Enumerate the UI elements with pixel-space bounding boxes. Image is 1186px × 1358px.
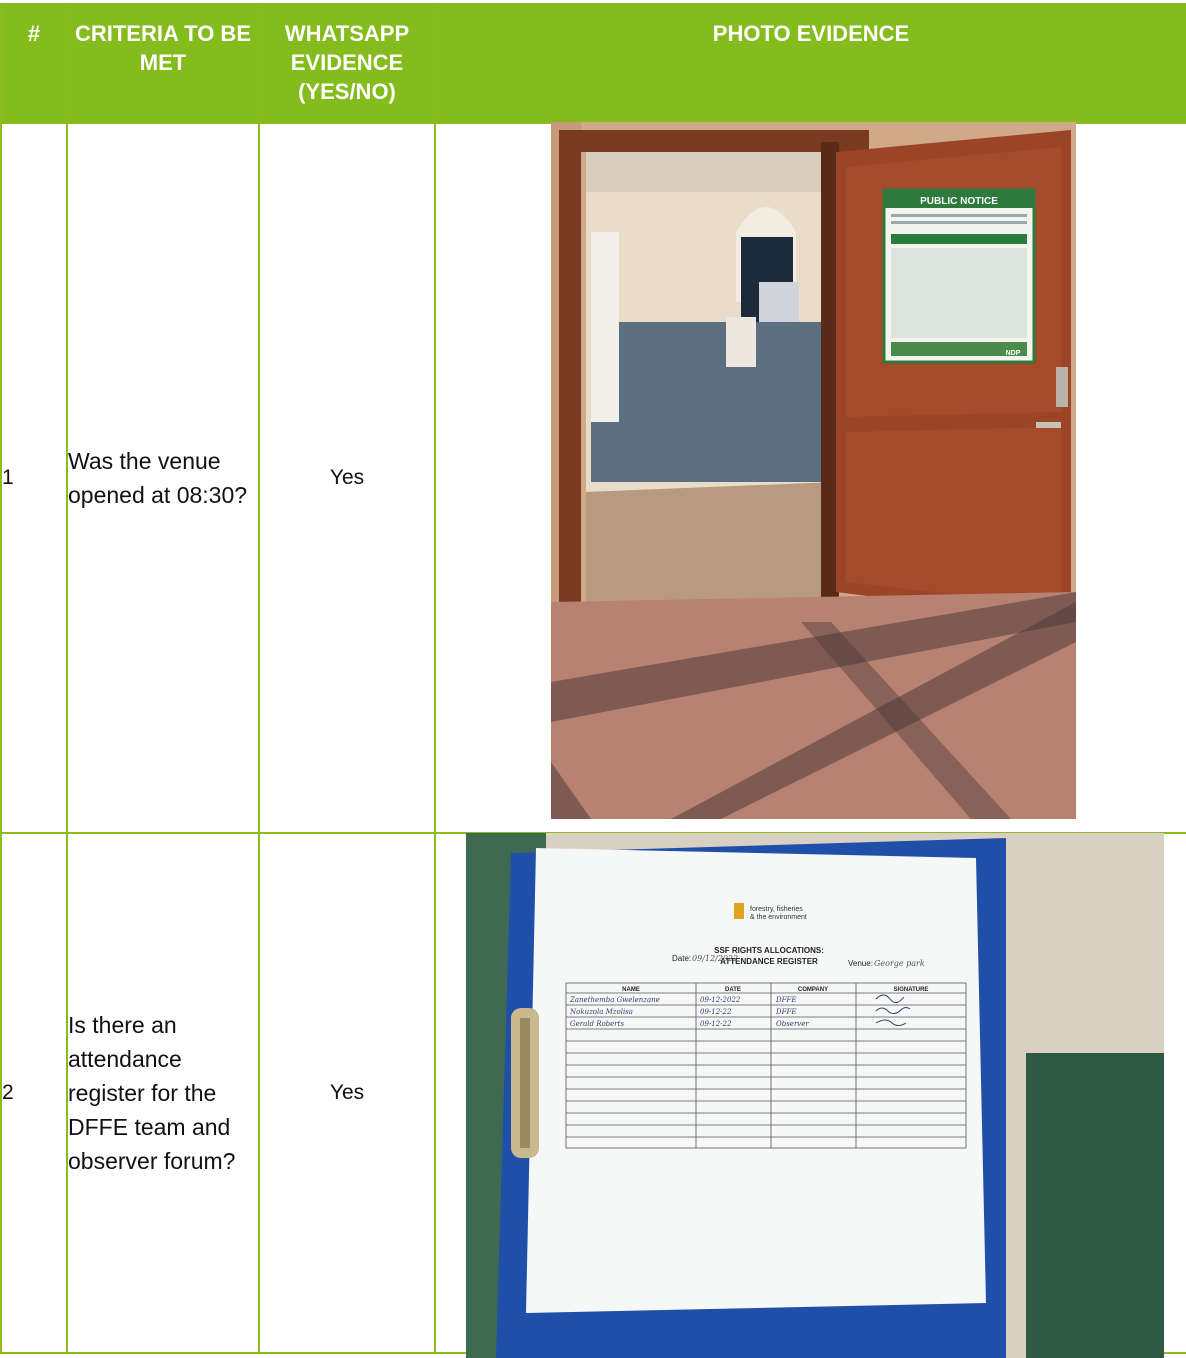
register-col-date: DATE (725, 987, 741, 993)
notice-logo: NDP (1005, 350, 1021, 357)
date-value: 09/12/2022 (692, 954, 739, 963)
entry-company: DFFE (776, 996, 797, 1004)
register-col-company: COMPANY (797, 987, 829, 993)
register-col-name: NAME (622, 987, 640, 993)
register-title-line2: ATTENDANCE REGISTER (720, 957, 818, 966)
header-number: # (1, 4, 67, 123)
venue-value: George park (874, 959, 925, 968)
criteria-text: Is there an attendance register for the DFFE team and observer forum? (67, 833, 259, 1353)
notice-title: PUBLIC NOTICE (920, 196, 998, 207)
register-col-signature: SIGNATURE (893, 987, 929, 993)
photo-cell (435, 123, 1186, 833)
entry-date: 09-12-2022 (700, 996, 741, 1004)
header-photo-evidence: PHOTO EVIDENCE (435, 4, 1186, 123)
whatsapp-evidence-value: Yes (259, 123, 435, 833)
venue-door-photo (551, 122, 1076, 819)
venue-label: Venue: (848, 959, 873, 968)
entry-date: 09-12-22 (700, 1008, 732, 1016)
register-title-line1: SSF RIGHTS ALLOCATIONS: (714, 946, 824, 955)
row-number: 2 (1, 833, 67, 1353)
entry-date: 09-12-22 (700, 1020, 732, 1028)
table-row (1, 123, 1186, 833)
entry-name: Nokuzola Mzolisa (570, 1008, 633, 1016)
dept-name-line1: forestry, fisheries (750, 906, 803, 913)
attendance-register-photo (466, 833, 1164, 1358)
dept-name-line2: & the environment (750, 914, 807, 921)
entry-company: DFFE (776, 1008, 797, 1016)
header-criteria: CRITERIA TO BE MET (67, 4, 259, 123)
entry-name: Zanethemba Gwelenzane (570, 996, 660, 1004)
table-row (1, 833, 1186, 1353)
whatsapp-evidence-value: Yes (259, 833, 435, 1353)
entry-name: Gerald Roberts (570, 1020, 625, 1028)
photo-cell (435, 833, 1186, 1353)
header-row (1, 4, 1186, 123)
row-number: 1 (1, 123, 67, 833)
criteria-text: Was the venue opened at 08:30? (67, 123, 259, 833)
date-label: Date: (672, 954, 692, 963)
evidence-table (0, 3, 1186, 1354)
entry-company: Observer (776, 1020, 809, 1028)
header-whatsapp-evidence: WHATSAPP EVIDENCE (YES/NO) (259, 4, 435, 123)
